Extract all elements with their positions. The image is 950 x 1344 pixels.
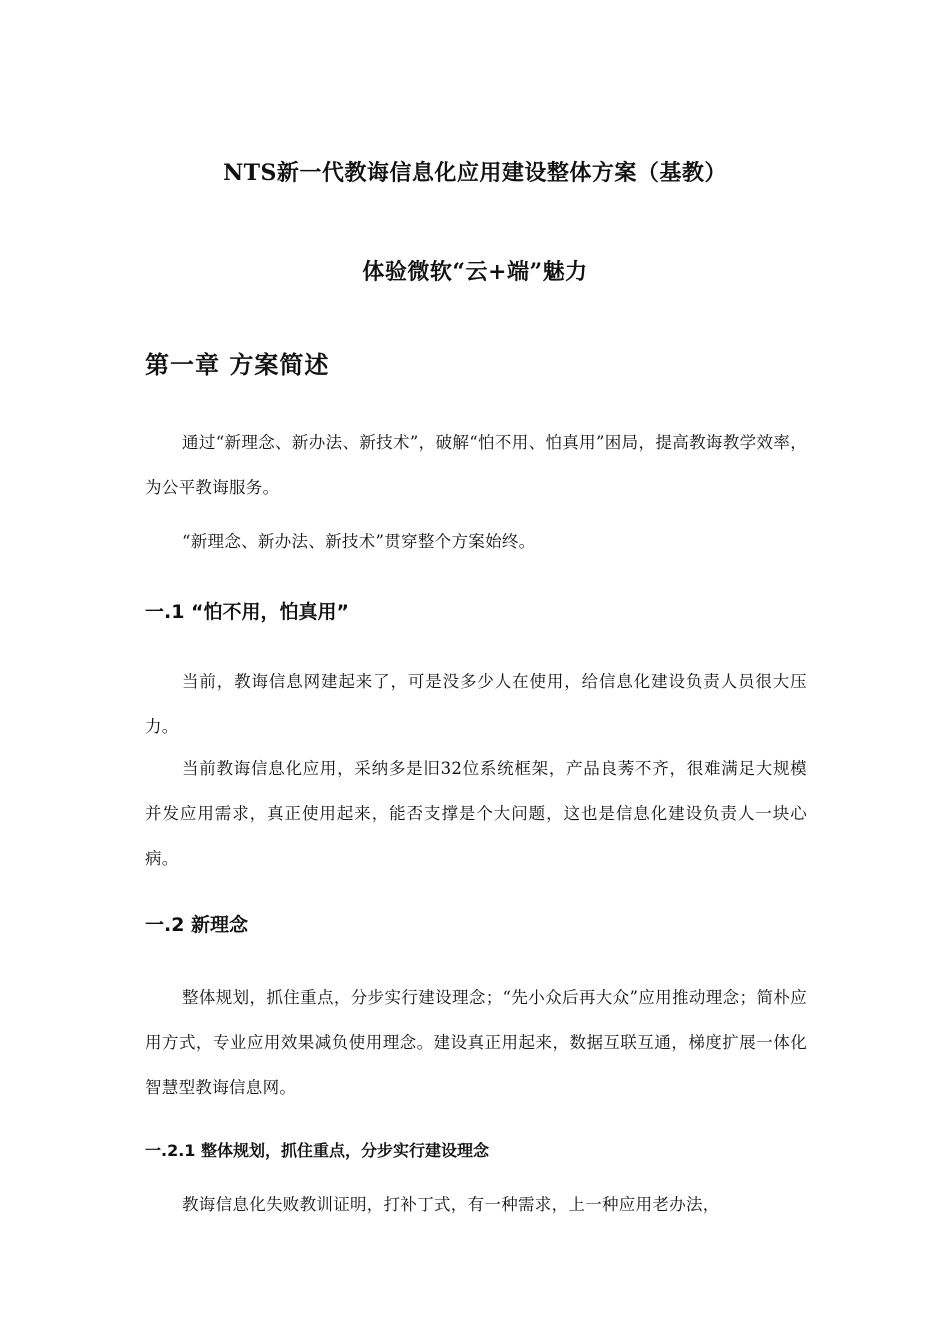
section-heading-1-1: 一.1 “怕不用，怕真用” [145, 601, 350, 623]
section1-1-paragraph-2: 当前教诲信息化应用，采纳多是旧32位系统框架，产品良莠不齐，很难满足大规模并发应用需求，真正使用起来，能否支撑是个大问题，这也是信息化建设负责人一块心病。 [145, 759, 807, 868]
document-subtitle: 体验微软“云+端”魅力 [362, 259, 588, 285]
section-heading-1-2: 一.2 新理念 [145, 914, 249, 936]
section1-2-1-paragraph-1: 教诲信息化失败教训证明，打补丁式，有一种需求，上一种应用老办法， [182, 1195, 720, 1214]
section1-2-paragraph-1: 整体规划，抓住重点，分步实行建设理念；“先小众后再大众”应用推动理念；简朴应用方式，专业应用效果减负使用理念。建设真正用起来，数据互联互通，梯度扩展一体化智慧型教诲信息网。 [145, 988, 807, 1097]
chapter-heading: 第一章 方案简述 [145, 351, 330, 379]
chapter1-paragraph-2: “新理念、新办法、新技术”贯穿整个方案始终。 [182, 532, 536, 551]
section-heading-1-2-1: 一.2.1 整体规划，抓住重点，分步实行建设理念 [145, 1141, 489, 1160]
document-title: NTS新一代教诲信息化应用建设整体方案（基教） [223, 160, 727, 186]
chapter1-paragraph-1: 通过“新理念、新办法、新技术”，破解“怕不用、怕真用”困局，提高教诲教学效率，为公平教诲服务。 [145, 433, 807, 497]
section1-1-paragraph-1: 当前，教诲信息网建起来了，可是没多少人在使用，给信息化建设负责人员很大压力。 [145, 672, 807, 736]
